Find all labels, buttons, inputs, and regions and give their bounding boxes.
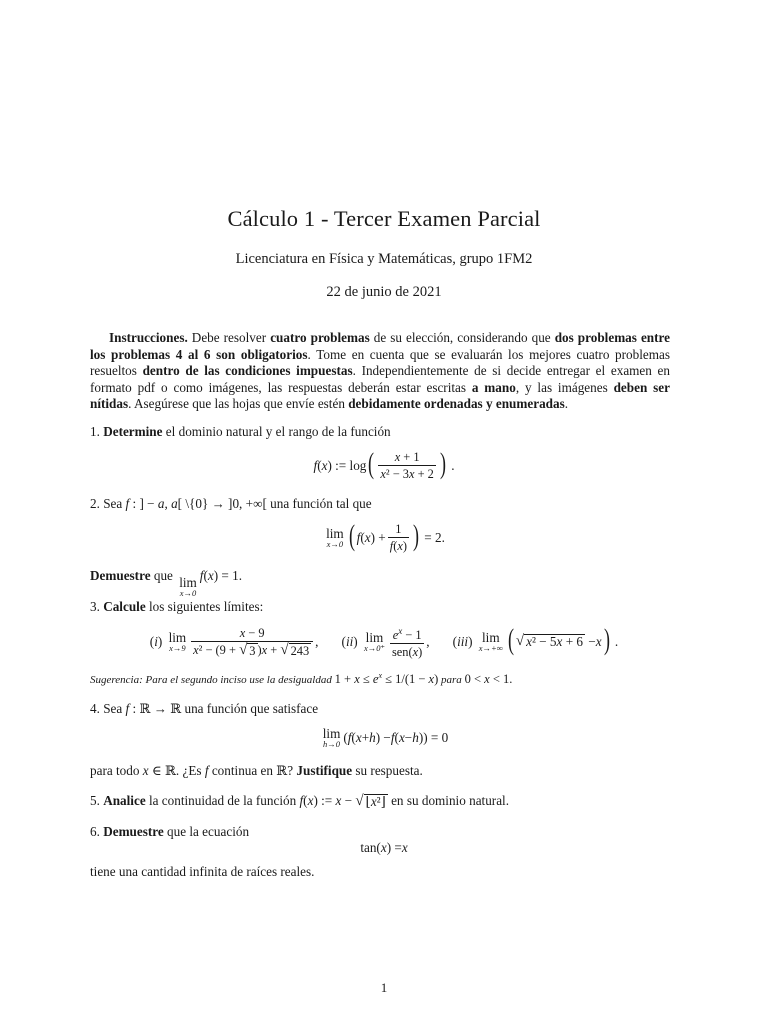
- problem-text: continua en: [208, 763, 277, 778]
- problem-3-statement: [90, 599, 680, 615]
- instr-bold: a mano: [471, 379, 516, 395]
- problem-verb: Determine: [103, 424, 163, 439]
- problem-number: 1.: [90, 424, 100, 439]
- problem-verb: Analice: [103, 793, 146, 808]
- instr-bold: deben ser nítidas: [90, 379, 670, 411]
- problem-2-formula: lim x→0 ( f ( x ) + $\frac{1}{f(x)}$ ) = 2.: [326, 519, 445, 553]
- problem-text: su respuesta.: [352, 763, 423, 778]
- problem-text: el dominio natural y el rango de la función: [162, 424, 391, 439]
- problem-1-formula: f ( x ) := log ( $\frac{x + 1}{\text{x² − 3x + 2}}$ ) .: [313, 447, 455, 481]
- problem-text: los siguientes límites:: [145, 599, 264, 614]
- problem-verb: Demuestre: [103, 824, 164, 839]
- problem-text: . ¿Es: [175, 763, 205, 778]
- problem-verb: Demuestre: [90, 568, 151, 583]
- problem-2-goal: Demuestre que lim x→0 f(x) = 1.: [90, 568, 243, 598]
- problem-1-statement: [90, 424, 680, 440]
- problem-text: una función que satisface: [181, 701, 319, 716]
- problem-text: en su dominio natural.: [387, 793, 510, 808]
- problem-2-statement: 2. Sea f : ] − a, a[ \{0} → ]0, +∞[ una función tal que: [90, 496, 372, 511]
- suggestion-note: Sugerencia: Para el segundo inciso use la desigualdad $1 + x \le e^x \le 1/(1 - x)$ para 0 < x < 1.: [90, 671, 513, 687]
- problem-4-question: para todo x ∈ ℝ. ¿Es f continua en ℝ? Justifique su respuesta.: [90, 763, 423, 778]
- instr-bold: dos problemas entre los problemas 4 al 6 son obligatorios: [90, 330, 670, 362]
- problem-text: 2. Sea: [90, 496, 126, 511]
- instr-text: , y las imágenes: [515, 379, 614, 395]
- problem-verb: Calcule: [103, 599, 146, 614]
- problem-number: 6.: [90, 824, 100, 839]
- page-number: 1: [380, 980, 388, 995]
- problem-6-conclusion: tiene una cantidad infinita de raíces reales.: [90, 864, 315, 879]
- problem-3-formulas: ( i ) lim x→9 x − 9 x² − (9 + √ 3 )x + √ 243 , ( ii ) lim x→0⁺ $\frac{e^x - 1}{\text{sen(x)}}$ , ( iii ) lim x→+∞ ( √ x² − 5x + 6 − x ) .: [149, 623, 619, 660]
- page-title: Cálculo 1 - Tercer Examen Parcial: [227, 206, 541, 231]
- problem-5-statement: 5. Analice la continuidad de la función f(x) := x − √ ⌊x²⌋ en su dominio natural.: [90, 793, 510, 809]
- instr-text: de su elección, considerando que: [369, 330, 555, 345]
- problem-text: la continuidad de la función: [145, 793, 300, 808]
- instr-text: .: [564, 396, 569, 411]
- problem-verb: Justifique: [296, 763, 353, 778]
- problem-text: ?: [287, 763, 297, 778]
- instructions-paragraph: [90, 330, 670, 413]
- problem-6-statement: [90, 824, 680, 840]
- page-subtitle: Licenciatura en Física y Matemáticas, grupo 1FM2: [235, 251, 533, 267]
- instructions-lead: Instrucciones.: [109, 330, 188, 345]
- suggestion-text: Sugerencia: Para el segundo inciso use la desigualdad: [90, 674, 335, 687]
- instr-bold: dentro de las condiciones impuestas: [142, 363, 353, 378]
- instr-text: . Independientemente de si decide entregar el examen en formato pdf o como imágenes, las respuestas deberán estar escritas: [90, 363, 670, 395]
- instr-bold: cuatro problemas: [270, 330, 370, 345]
- problem-6-formula: tan( x ) = x: [360, 840, 408, 855]
- problem-text: que la ecuación: [163, 824, 250, 839]
- suggestion-text: para: [438, 674, 465, 687]
- problem-text: una función tal que: [266, 496, 372, 511]
- instr-text: Debe resolver: [187, 330, 271, 345]
- problem-number: 5.: [90, 793, 100, 808]
- problem-4-statement: 4. Sea f : ℝ → ℝ una función que satisface: [90, 701, 319, 716]
- problem-4-formula: lim h→0 ( f ( x + h ) − f ( x − h )) = 0: [322, 726, 449, 749]
- exam-date: 22 de junio de 2021: [326, 284, 442, 300]
- problem-number: 3.: [90, 599, 100, 614]
- instr-bold: debidamente ordenadas y enumeradas: [348, 396, 565, 411]
- problem-text: 4. Sea: [90, 701, 126, 716]
- problem-text: que: [150, 568, 177, 583]
- instr-text: . Tome en cuenta que se evaluarán los mejores cuatro problemas resueltos: [90, 346, 670, 378]
- problem-text: para todo: [90, 763, 143, 778]
- instr-text: . Asegúrese que las hojas que envíe estén: [128, 396, 349, 411]
